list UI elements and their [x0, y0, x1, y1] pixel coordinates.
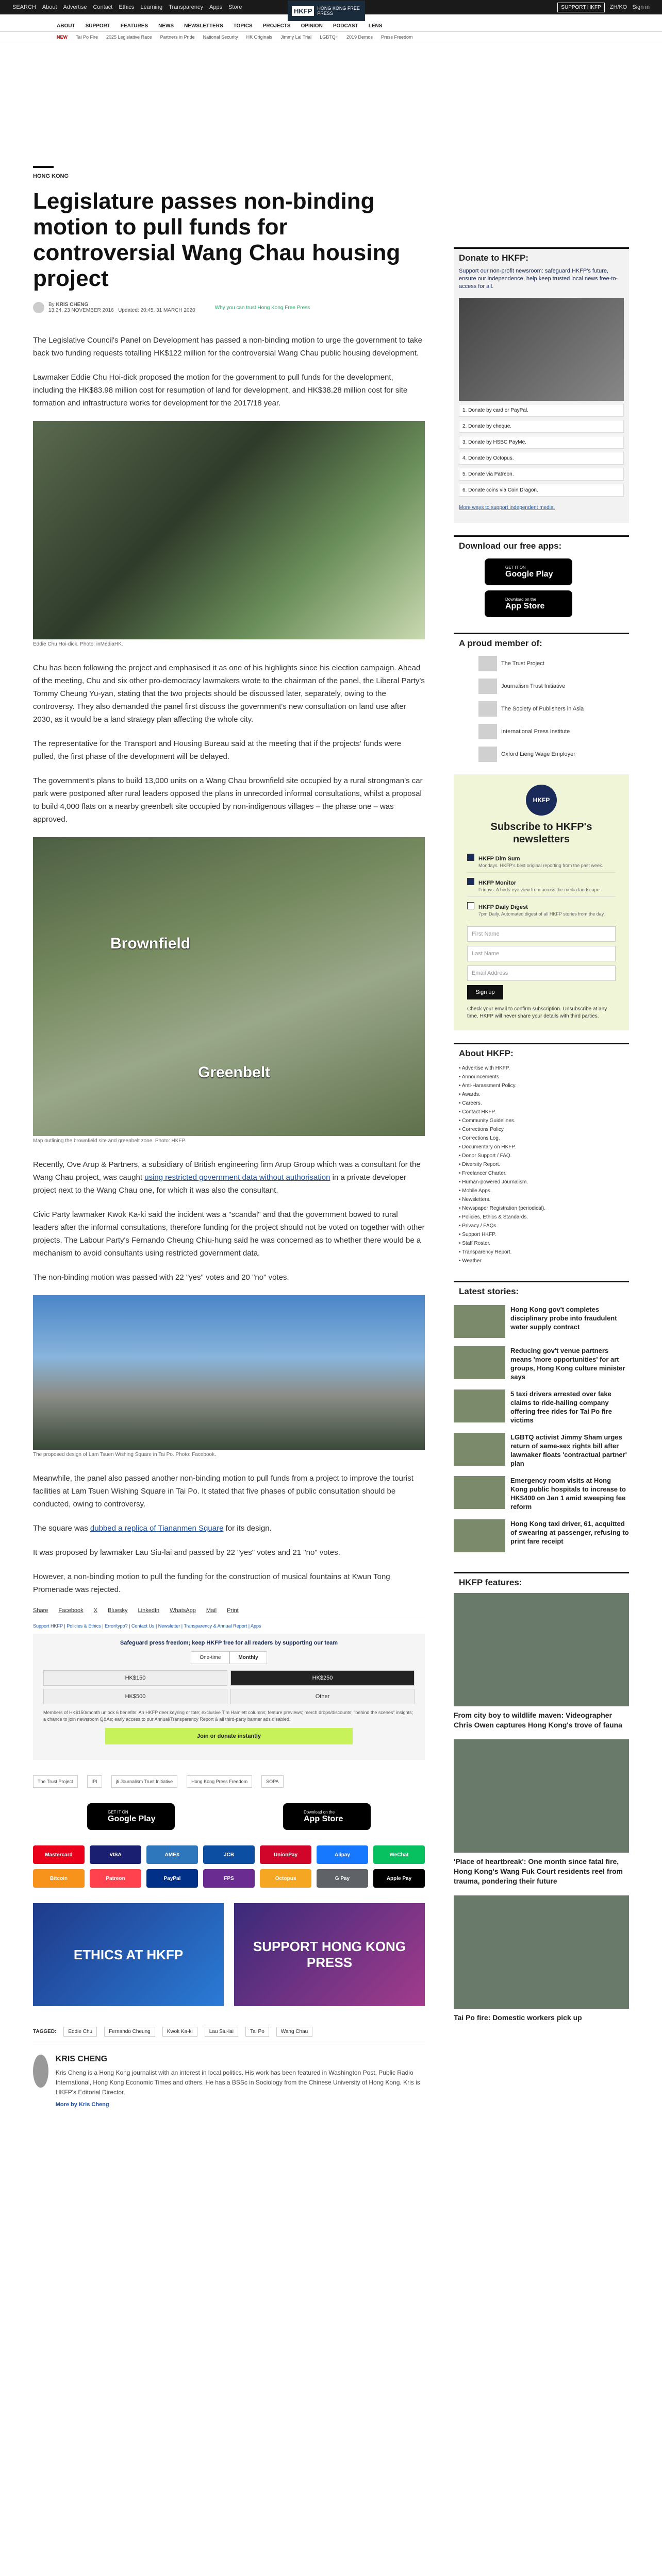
- about-link[interactable]: • Mobile Apps.: [459, 1187, 624, 1195]
- donate-option[interactable]: 6. Donate coins via Coin Dragon.: [459, 484, 624, 497]
- article-title: Legislature passes non-binding motion to pull funds for controversial Wang Chau housing project: [33, 189, 401, 291]
- inline-link[interactable]: dubbed a replica of Tiananmen Square: [90, 1524, 224, 1533]
- newsletter-logo: HKFP: [526, 785, 557, 816]
- about-link[interactable]: • Community Guidelines.: [459, 1116, 624, 1125]
- payment-icon: AMEX: [146, 1845, 198, 1864]
- tag[interactable]: Fernando Cheung: [104, 2027, 155, 2037]
- about-link[interactable]: • Transparency Report.: [459, 1248, 624, 1257]
- about-link[interactable]: • Careers.: [459, 1099, 624, 1108]
- caption: Map outlining the brownfield site and greenbelt zone. Photo: HKFP.: [33, 1138, 186, 1144]
- about-link[interactable]: • Diversity Report.: [459, 1160, 624, 1169]
- tag[interactable]: Lau Siu-lai: [205, 2027, 238, 2037]
- latest-title: Latest stories:: [454, 1281, 629, 1297]
- subnav-item[interactable]: Partners in Pride: [160, 34, 195, 40]
- checkbox[interactable]: [467, 878, 474, 885]
- tag[interactable]: Kwok Ka-ki: [162, 2027, 197, 2037]
- nav-newsletters[interactable]: NEWSLETTERS: [184, 23, 223, 29]
- payment-methods: [33, 1845, 425, 1888]
- newsletter-title: Subscribe to HKFP's newsletters: [490, 821, 592, 845]
- paragraph: However, a non-binding motion to pull the funding for the construction of musical fountains at Kwun Tong Promenade was rejected.: [33, 1572, 390, 1594]
- top-links: [12, 4, 280, 10]
- partner-logo[interactable]: Hong Kong Press Freedom: [187, 1775, 252, 1788]
- nav-topics[interactable]: TOPICS: [233, 23, 253, 29]
- about-link[interactable]: • Staff Roster.: [459, 1239, 624, 1248]
- about-link[interactable]: • Advertise with HKFP.: [459, 1064, 624, 1073]
- tag[interactable]: Eddie Chu: [63, 2027, 97, 2037]
- payment-icon: Octopus: [260, 1869, 311, 1888]
- payment-icon: VISA: [90, 1845, 141, 1864]
- author-avatar: [33, 302, 44, 313]
- share-bluesky[interactable]: Bluesky: [108, 1607, 128, 1614]
- amount-other[interactable]: Other: [230, 1689, 415, 1704]
- tag[interactable]: Tai Po: [245, 2027, 269, 2037]
- latest-story[interactable]: Hong Kong taxi driver, 61, acquitted of swearing at passenger, refusing to print fare receipt: [454, 1515, 629, 1556]
- subnav-item[interactable]: 2019 Demos: [346, 34, 373, 40]
- donate-intro: Support our non-profit newsroom: safeguard HKFP's future, ensure our independence, help keep trusted local news free-to-access for all.: [459, 268, 618, 290]
- about-link[interactable]: • Awards.: [459, 1090, 624, 1099]
- payment-icon: Apple Pay: [373, 1869, 425, 1888]
- feature-story[interactable]: Tai Po fire: Domestic workers pick up: [454, 1895, 629, 2023]
- paragraph: The non-binding motion was passed with 22 "yes" votes and 20 "no" votes.: [33, 1273, 289, 1282]
- subnav-item[interactable]: 2025 Legislative Race: [106, 34, 152, 40]
- paragraph: It was proposed by lawmaker Lau Siu-lai and passed by 22 "yes" votes and 21 "no" votes.: [33, 1548, 340, 1557]
- nav-projects[interactable]: PROJECTS: [262, 23, 291, 29]
- member-logo[interactable]: Oxford Lieng Wage Employer: [478, 747, 629, 762]
- partner-logo[interactable]: jti Journalism Trust Initiative: [111, 1775, 178, 1788]
- payment-icon: G Pay: [317, 1869, 368, 1888]
- latest-story[interactable]: Hong Kong gov't completes disciplinary probe into fraudulent water supply contract: [454, 1301, 629, 1342]
- features-title: HKFP features:: [454, 1572, 629, 1588]
- feature-image: [454, 1739, 629, 1853]
- author-box: [33, 2055, 425, 2108]
- newsletter-option[interactable]: HKFP Monitor Fridays. A birds-eye view from across the media landscape.: [467, 878, 616, 897]
- paragraph: Chu has been following the project and emphasised it as one of his highlights since his election campaign. Ahead of the meeting, Chu and six other pro-democracy lawmakers wrote to the chairman of the panel, the Liberal Party's Tommy Cheung Yu-yan, stating that the two projects should be discussed later, separately, owing to the controversy. They also demanded the panel first discuss the government's new consultation on land use after 2030, as it would be a land strategy plan affecting the whole city.: [33, 664, 425, 724]
- story-thumbnail: [454, 1519, 505, 1552]
- newsletter-box: [454, 774, 629, 1030]
- nav-opinion[interactable]: OPINION: [301, 23, 323, 29]
- last-name-field[interactable]: Last Name: [467, 946, 616, 961]
- payment-icon: Bitcoin: [33, 1869, 85, 1888]
- about-link[interactable]: • Privacy / FAQs.: [459, 1222, 624, 1230]
- top-link-advertise[interactable]: Advertise: [63, 4, 87, 10]
- partner-logo[interactable]: The Trust Project: [33, 1775, 78, 1788]
- about-link[interactable]: • Donor Support / FAQ.: [459, 1151, 624, 1160]
- author-bio: Kris Cheng is a Hong Kong journalist with an interest in local politics. His work has been featured in Washington Post, Public Radio International, Hong Kong Economic Times and others. He has a BSSc in Sociology from the Chinese University of Hong Kong. Kris is HKFP's Editorial Director.: [55, 2069, 420, 2096]
- paragraph: Meanwhile, the panel also passed another non-binding motion to pull funds from a project to improve the tourist facilities at Lam Tsuen Wishing Square in Tai Po. It stated that five phases of public consultation should be conducted, owing to controversy.: [33, 1474, 413, 1509]
- about-link[interactable]: • Policies, Ethics & Standards.: [459, 1213, 624, 1222]
- about-title: About HKFP:: [454, 1043, 629, 1059]
- member-benefits: Members of HK$150/month unlock 6 benefits: An HKFP deer keyring or tote; exclusive Tim Hamlett columns; feature previews; merch drops/discounts; "behind the scenes" insights; a chance to join newsroom Q&As; early access to our Annual/Transparency Report & all third-party banner ads disabled.: [43, 1710, 413, 1722]
- nav-news[interactable]: NEWS: [158, 23, 174, 29]
- paragraph: Recently, Ove Arup & Partners, a subsidiary of British engineering firm Arup Group which was a consultant for the Wang Chau project, was caught using restricted government data without authorisation in a private developer project next to the Wang Chau one, for which it was also the consultant.: [33, 1160, 421, 1195]
- member-logo[interactable]: International Press Institute: [478, 724, 629, 739]
- tag-list: [33, 2027, 425, 2044]
- partner-logo[interactable]: SOPA: [261, 1775, 283, 1788]
- tagged-label: TAGGED:: [33, 2029, 57, 2035]
- top-bar: [0, 0, 662, 14]
- amount-150[interactable]: HK$150: [43, 1670, 227, 1686]
- figure: [33, 837, 425, 1144]
- share-bar: [33, 1607, 425, 1618]
- paragraph: The government's plans to build 13,000 units on a Wang Chau brownfield site occupied by a rural strongman's car park were postponed after rural leaders opposed the plans in unrecorded informal consultations, whilst a proposal to build 4,000 flats on a nearby greenbelt site occupied by non-indigenous villages – the phase one – was approved.: [33, 776, 423, 824]
- nav-lens[interactable]: LENS: [368, 23, 383, 29]
- story-thumbnail: [454, 1305, 505, 1338]
- member-logo[interactable]: Journalism Trust Initiative: [478, 679, 629, 694]
- payment-icon: Alipay: [317, 1845, 368, 1864]
- monthly-option[interactable]: Monthly: [229, 1651, 267, 1664]
- latest-story[interactable]: LGBTQ activist Jimmy Sham urges return of same-sex rights bill after lawmaker floats 'contractual partner' plan: [454, 1429, 629, 1472]
- signin-link[interactable]: Sign in: [632, 4, 650, 10]
- payment-icon: Mastercard: [33, 1845, 85, 1864]
- figure: [33, 421, 425, 647]
- donate-option[interactable]: 2. Donate by cheque.: [459, 420, 624, 433]
- feature-story[interactable]: From city boy to wildlife maven: Videographer Chris Owen captures Hong Kong's trove of fauna: [454, 1593, 629, 1730]
- amount-500[interactable]: HK$500: [43, 1689, 227, 1704]
- email-field[interactable]: Email Address: [467, 965, 616, 981]
- member-logo[interactable]: The Trust Project: [478, 656, 629, 671]
- app-store-button[interactable]: Download on the App Store: [283, 1803, 371, 1830]
- first-name-field[interactable]: First Name: [467, 926, 616, 942]
- publish-date: 13:24, 23 NOVEMBER 2016: [48, 308, 114, 313]
- join-button[interactable]: Join or donate instantly: [105, 1728, 353, 1744]
- top-link-about[interactable]: About: [42, 4, 57, 10]
- share-x[interactable]: X: [93, 1607, 98, 1614]
- feature-story[interactable]: 'Place of heartbreak': One month since fatal fire, Hong Kong's Wang Fuk Court residents reel from trauma, pondering their future: [454, 1739, 629, 1886]
- partner-logo[interactable]: IPI: [87, 1775, 102, 1788]
- latest-story[interactable]: Emergency room visits at Hong Kong public hospitals to increase to HK$400 on Jan 1 amid sweeping fee reform: [454, 1472, 629, 1515]
- inline-link[interactable]: using restricted government data without authorisation: [144, 1173, 330, 1182]
- share-linkedin[interactable]: LinkedIn: [138, 1607, 160, 1614]
- top-link-learning[interactable]: Learning: [140, 4, 163, 10]
- about-link[interactable]: • Anti-Harassment Policy.: [459, 1081, 624, 1090]
- payment-icon: UnionPay: [260, 1845, 311, 1864]
- support-button[interactable]: SUPPORT HKFP: [557, 3, 604, 12]
- app-store-links: [33, 1803, 425, 1830]
- top-link-contact[interactable]: Contact: [93, 4, 113, 10]
- paragraph: Lawmaker Eddie Chu Hoi-dick proposed the motion for the government to pull funds for the development, including the HK$83.98 million cost for resumption of land for development, and HK$38.28 million cost for site formation and infrastructure works for development for the 2017/18 year.: [33, 373, 408, 408]
- donate-option[interactable]: 3. Donate by HSBC PayMe.: [459, 436, 624, 449]
- subnav-item[interactable]: Tai Po Fire: [76, 34, 98, 40]
- payment-icon: PayPal: [146, 1869, 198, 1888]
- share-mail[interactable]: Mail: [206, 1607, 217, 1614]
- story-thumbnail: [454, 1433, 505, 1466]
- about-link[interactable]: • Support HKFP.: [459, 1230, 624, 1239]
- about-link[interactable]: • Corrections Policy.: [459, 1125, 624, 1134]
- about-link[interactable]: • Human-powered Journalism.: [459, 1178, 624, 1187]
- app-store-button[interactable]: Download on the App Store: [485, 590, 572, 617]
- donate-option[interactable]: 1. Donate by card or PayPal.: [459, 404, 624, 417]
- logo-subtext: HONG KONG FREE PRESS: [317, 6, 360, 16]
- newsletter-note: Check your email to confirm subscription. Unsubscribe at any time. HKFP will never share your details with third parties.: [467, 1006, 607, 1019]
- partner-logos: [33, 1775, 425, 1788]
- signup-button[interactable]: Sign up: [467, 985, 503, 999]
- frequency-toggle: [43, 1651, 415, 1664]
- story-thumbnail: [454, 1389, 505, 1422]
- newsletter-option[interactable]: HKFP Dim Sum Mondays. HKFP's best original reporting from the past week.: [467, 854, 616, 873]
- member-logo[interactable]: The Society of Publishers in Asia: [478, 701, 629, 717]
- story-thumbnail: [454, 1476, 505, 1509]
- logo-text: HKFP: [292, 6, 314, 16]
- share-whatsapp[interactable]: WhatsApp: [170, 1607, 196, 1614]
- search-button[interactable]: SEARCH: [12, 4, 36, 10]
- more-ways-link[interactable]: More ways to support independent media.: [459, 505, 555, 511]
- share-facebook[interactable]: Facebook: [58, 1607, 84, 1614]
- tag[interactable]: Wang Chau: [276, 2027, 312, 2037]
- donate-box: [33, 1634, 425, 1760]
- checkbox[interactable]: [467, 902, 474, 909]
- nav-podcast[interactable]: PODCAST: [333, 23, 358, 29]
- newsletter-option[interactable]: HKFP Daily Digest 7pm Daily. Automated digest of all HKFP stories from the day.: [467, 902, 616, 921]
- donate-option[interactable]: 5. Donate via Patreon.: [459, 468, 624, 481]
- more-by-author-link[interactable]: More by Kris Cheng: [55, 2102, 109, 2108]
- about-link[interactable]: • Documentary on HKFP.: [459, 1143, 624, 1151]
- nav-features[interactable]: FEATURES: [120, 23, 148, 29]
- amount-options: [43, 1670, 415, 1704]
- new-badge: NEW: [57, 34, 68, 40]
- subnav-item[interactable]: Jimmy Lai Trial: [280, 34, 312, 40]
- payment-icon: JCB: [203, 1845, 255, 1864]
- onetime-option[interactable]: One-time: [191, 1651, 229, 1664]
- member-logo-image: [478, 679, 497, 694]
- member-logo-image: [478, 747, 497, 762]
- payment-icon: Patreon: [90, 1869, 141, 1888]
- donate-option[interactable]: 4. Donate by Octopus.: [459, 452, 624, 465]
- sub-nav: [0, 32, 662, 42]
- nav-support[interactable]: SUPPORT: [85, 23, 110, 29]
- top-link-apps[interactable]: Apps: [209, 4, 223, 10]
- member-logo-image: [478, 656, 497, 671]
- top-link-ethics[interactable]: Ethics: [119, 4, 135, 10]
- latest-story[interactable]: 5 taxi drivers arrested over fake claims to ride-hailing company offering free rides for Tai Po fire victims: [454, 1385, 629, 1429]
- top-right: [557, 3, 650, 12]
- share-label[interactable]: Share: [33, 1607, 48, 1614]
- category-label[interactable]: HONG KONG: [33, 173, 69, 179]
- member-title: A proud member of:: [454, 633, 629, 649]
- paragraph: The square was dubbed a replica of Tiananmen Square for its design.: [33, 1524, 272, 1533]
- updated-date: Updated: 20:45, 31 MARCH 2020: [118, 308, 195, 313]
- article-main: [33, 42, 425, 2108]
- photo-eddie-chu: [33, 421, 425, 639]
- member-logo-image: [478, 724, 497, 739]
- ethics-banner[interactable]: ETHICS AT HKFP: [33, 1903, 224, 2006]
- nav-about[interactable]: ABOUT: [57, 23, 75, 29]
- about-link[interactable]: • Weather.: [459, 1257, 624, 1265]
- about-link[interactable]: • Corrections Log.: [459, 1134, 624, 1143]
- author-name[interactable]: KRIS CHENG: [55, 2055, 108, 2063]
- site-logo[interactable]: [288, 1, 365, 21]
- feature-image: [454, 1895, 629, 2009]
- divider: [33, 166, 54, 168]
- checkbox[interactable]: [467, 854, 474, 861]
- about-link[interactable]: • Contact HKFP.: [459, 1108, 624, 1116]
- paragraph: The Legislative Council's Panel on Development has passed a non-binding motion to urge the government to take back two funding requests totalling HK$122 million for the controversial Wang Chau public housing development.: [33, 336, 422, 358]
- map-label-greenbelt: Greenbelt: [198, 1064, 271, 1081]
- donate-image: [459, 298, 624, 401]
- feature-image: [454, 1593, 629, 1706]
- subnav-item[interactable]: National Security: [203, 34, 238, 40]
- subnav-item[interactable]: HK Originals: [246, 34, 273, 40]
- about-link[interactable]: • Newspaper Registration (periodical).: [459, 1204, 624, 1213]
- google-play-button[interactable]: GET IT ON Google Play: [485, 558, 572, 585]
- promo-banners: [33, 1903, 425, 2006]
- google-play-button[interactable]: GET IT ON Google Play: [87, 1803, 175, 1830]
- donate-sidebox: [454, 247, 629, 523]
- about-link[interactable]: • Announcements.: [459, 1073, 624, 1081]
- apps-title: Download our free apps:: [454, 535, 629, 551]
- caption: Eddie Chu Hoi-dick. Photo: inMediaHK.: [33, 641, 123, 647]
- support-banner[interactable]: SUPPORT HONG KONG PRESS: [234, 1903, 425, 2006]
- share-print[interactable]: Print: [227, 1607, 239, 1614]
- photo-wishing-square: [33, 1295, 425, 1450]
- sidebar: [454, 42, 629, 2108]
- caption: The proposed design of Lam Tsuen Wishing Square in Tai Po. Photo: Facebook.: [33, 1452, 216, 1458]
- paragraph: The representative for the Transport and Housing Bureau said at the meeting that if the projects' funds were pulled, the first phase of the development will be delayed.: [33, 739, 402, 761]
- latest-story[interactable]: Reducing gov't venue partners means 'more opportunities' for art groups, Hong Kong culture minister says: [454, 1342, 629, 1385]
- map-image: [33, 837, 425, 1136]
- payment-icon: WeChat: [373, 1845, 425, 1864]
- member-logo-image: [478, 701, 497, 717]
- map-label-brownfield: Brownfield: [110, 935, 190, 952]
- about-link[interactable]: • Newsletters.: [459, 1195, 624, 1204]
- footer-links[interactable]: Support HKFP | Policies & Ethics | Error/typo? | Contact Us | Newsletter | Transparency & Annual Report | Apps: [33, 1623, 261, 1629]
- about-list: [454, 1059, 629, 1270]
- donate-title: Donate to HKFP:: [454, 247, 629, 263]
- top-link-transparency[interactable]: Transparency: [169, 4, 204, 10]
- subnav-item[interactable]: LGBTQ+: [320, 34, 338, 40]
- payment-icon: FPS: [203, 1869, 255, 1888]
- author-photo: [33, 2055, 48, 2088]
- byline: By KRIS CHENG 13:24, 23 NOVEMBER 2016 Updated: 20:45, 31 MARCH 2020 Why you can trust Hong Kong Free Press: [33, 302, 425, 313]
- figure: [33, 1295, 425, 1458]
- story-thumbnail: [454, 1346, 505, 1379]
- trust-link[interactable]: Why you can trust Hong Kong Free Press: [214, 304, 310, 311]
- top-link-store[interactable]: Store: [228, 4, 242, 10]
- subnav-item[interactable]: Press Freedom: [380, 34, 413, 40]
- amount-250[interactable]: HK$250: [230, 1670, 415, 1686]
- language-switch[interactable]: ZH/KO: [609, 4, 627, 10]
- sidebar-apps: [454, 551, 629, 617]
- donate-heading: Safeguard press freedom; keep HKFP free for all readers by supporting our team: [120, 1640, 338, 1646]
- paragraph: Civic Party lawmaker Kwok Ka-ki said the incident was a "scandal" and that the government bowed to rural leaders after the informal consultations, therefore funding for the project should not be voted on together with other projects. The Labour Party's Fernando Cheung Chiu-hung said he was concerned as to whether there would be a mechanism to avoid consultants using restricted government data.: [33, 1210, 425, 1258]
- author-link[interactable]: KRIS CHENG: [56, 302, 89, 308]
- about-link[interactable]: • Freelancer Charter.: [459, 1169, 624, 1178]
- main-nav: [0, 21, 662, 32]
